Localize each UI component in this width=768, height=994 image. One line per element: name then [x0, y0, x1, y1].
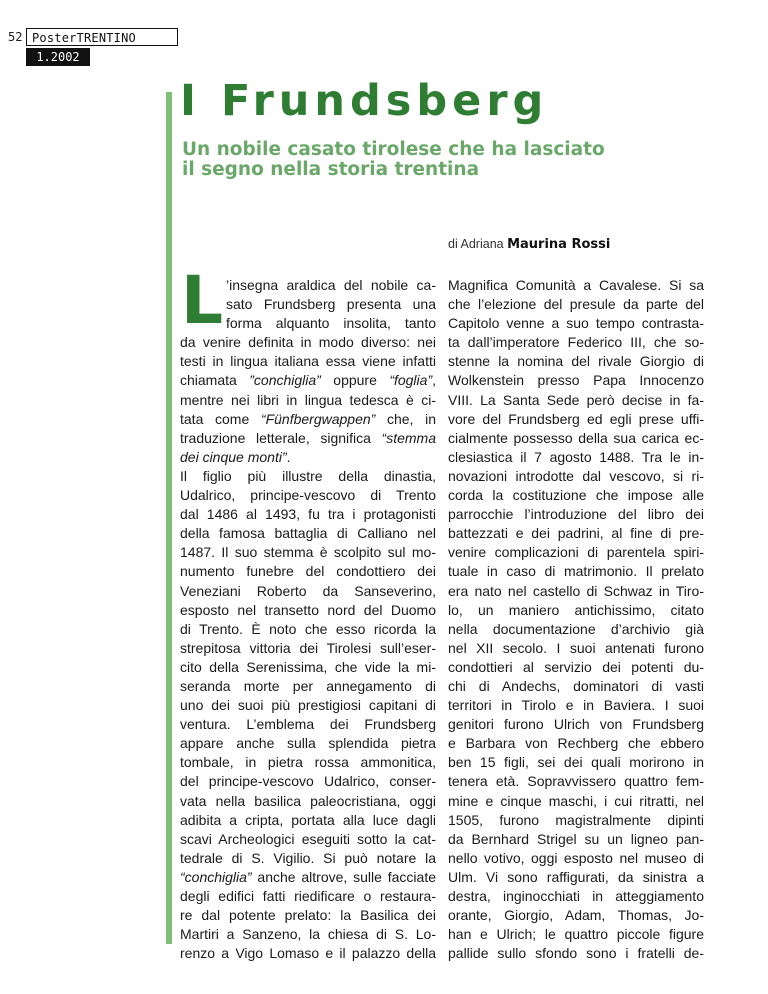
text: orante, Giorgio, Adam, Thomas, Jo-: [448, 907, 704, 924]
text-line: [180, 925, 436, 944]
text: parrocchie l’introduzione del libro dei: [448, 506, 704, 523]
text-line: [448, 448, 704, 467]
text-line: [180, 753, 436, 772]
text: sato Frundsberg presenta una: [226, 296, 436, 313]
text: condottieri al servizio dei potenti du-: [448, 658, 704, 675]
text-line: [448, 887, 704, 906]
accent-bar: [166, 92, 172, 944]
magazine-name: PosterTRENTINO: [26, 28, 178, 46]
text: VIII. La Santa Sede però decise in fa-: [448, 391, 704, 408]
text-line: [180, 448, 436, 467]
italic-text: “conchiglia”: [180, 868, 252, 885]
text-line: [180, 944, 436, 963]
text: mentre nei libri in lingua tedesca è ci-: [180, 391, 436, 408]
text-line: [180, 906, 436, 925]
text-line: [448, 352, 704, 371]
text: forma alquanto insolita, tanto: [226, 315, 436, 332]
byline-prefix: di Adriana: [448, 237, 504, 251]
text: Capitolo venne a suo tempo contrasta-: [448, 315, 704, 332]
italic-text: dei cinque monti”: [180, 448, 287, 465]
text: traduzione letterale, significa: [180, 429, 382, 446]
italic-text: “foglia”: [389, 372, 433, 389]
text-line: [180, 486, 436, 505]
text: tenera età. Sopravvissero quattro fem-: [448, 773, 704, 790]
text-line: [448, 620, 704, 639]
text: era nato nel castello di Schwaz in Tiro-: [448, 582, 704, 599]
italic-text: ”conchiglia”: [249, 372, 321, 389]
text: novazioni introdotte dal vescovo, si ri-: [448, 467, 704, 484]
text: Ulm. Vi sono raffigurati, da sinistra a: [448, 868, 704, 885]
text-line: [448, 658, 704, 677]
text-line: [448, 562, 704, 581]
text: che, in: [375, 410, 436, 427]
text: Wolkenstein presso Papa Innocenzo: [448, 372, 704, 389]
text-line: [448, 314, 704, 333]
text-line: [448, 734, 704, 753]
subtitle-line: il segno nella storia trentina: [182, 159, 480, 180]
author-name: Maurina Rossi: [507, 237, 611, 252]
text-line: [180, 295, 436, 314]
text-line: [180, 333, 436, 352]
text-line: [448, 811, 704, 830]
text-line: [180, 639, 436, 658]
text: ventura. L’emblema dei Frundsberg: [180, 716, 436, 733]
text-line: [180, 677, 436, 696]
text: da venire definita in modo diverso: nei: [180, 334, 436, 351]
text-line: [448, 543, 704, 562]
text-line: [180, 734, 436, 753]
issue-label: 1.2002: [26, 48, 90, 66]
text-line: [180, 620, 436, 639]
text: Veneziani Roberto da Sanseverino,: [180, 582, 436, 599]
text-line: [448, 371, 704, 390]
text: re dal potente prelato: la Basilica dei: [180, 907, 436, 924]
text: corda la costituzione che impose alle: [448, 487, 704, 504]
text-line: [180, 562, 436, 581]
text: tedrale di S. Vigilio. Si può notare la: [180, 849, 436, 866]
text-line: [448, 429, 704, 448]
text: lo, un maniero antichissimo, citato: [448, 601, 704, 618]
text: chiamata: [180, 372, 250, 389]
text: oppure: [320, 372, 390, 389]
text-line: [448, 715, 704, 734]
text: ta dall’imperatore Federico III, che so-: [448, 334, 704, 351]
text-line: [448, 753, 704, 772]
text: Magnifica Comunità a Cavalese. Si sa: [448, 277, 704, 293]
text: adibita a cripta, portata alla luce dagli: [180, 811, 436, 828]
text-line: [448, 677, 704, 696]
text-line: [180, 696, 436, 715]
article-title: I Frundsberg: [180, 76, 549, 126]
text: uno dei suoi più prestigiosi capitani di: [180, 697, 436, 714]
text-line: [180, 314, 436, 333]
text: mine e cinque maschi, i cui ritratti, nel: [448, 792, 704, 809]
text-line: [180, 410, 436, 429]
text-line: [448, 792, 704, 811]
text: di Trento. È noto che esso ricorda la: [180, 620, 436, 637]
text-line: [448, 486, 704, 505]
text: seranda morte per annegamento di: [180, 677, 436, 694]
text-line: [180, 849, 436, 868]
italic-text: “stemma: [381, 429, 436, 446]
text: tombale, in pietra rossa ammonitica,: [180, 754, 436, 771]
text-line: [180, 276, 436, 295]
text-line: [180, 658, 436, 677]
text: e Barbara von Rechberg che ebbero: [448, 735, 704, 752]
text: scavi Archeologici eseguiti sotto la cat-: [180, 830, 436, 847]
text: Udalrico, principe-vescovo di Trento: [180, 487, 436, 504]
text-line: [448, 276, 704, 295]
text-line: [180, 505, 436, 524]
text: Il figlio più illustre della dinastia,: [180, 467, 436, 484]
text: cito della Serenissima, che vide la mi-: [180, 658, 436, 675]
article-subtitle: [182, 140, 702, 180]
text-line: [180, 429, 436, 448]
text: del principe-vescovo Udalrico, conser-: [180, 773, 436, 790]
text-line: [448, 505, 704, 524]
text-line: [448, 601, 704, 620]
text: da Bernhard Strigel su un ligneo pan-: [448, 830, 704, 847]
text: 1505, furono magistralmente dipinti: [448, 811, 704, 828]
text-line: [448, 868, 704, 887]
text-line: [180, 601, 436, 620]
text-line: [180, 467, 436, 486]
text: ’insegna araldica del nobile ca-: [226, 277, 436, 293]
text: tata come: [180, 410, 261, 427]
text: chi di Andechs, dominatori di vasti: [448, 677, 704, 694]
text-line: [180, 582, 436, 601]
text: genitori furono Ulrich von Frundsberg: [448, 716, 704, 733]
text-line: [448, 639, 704, 658]
text-line: [448, 295, 704, 314]
text: vore del Frundsberg ed egli prese uffi-: [448, 410, 704, 427]
text: pallide sullo sfondo sono i fratelli de-: [448, 945, 704, 962]
text: nella documentazione d’archivio già: [448, 620, 704, 637]
text-line: [448, 391, 704, 410]
text: strepitosa vittoria dei Tirolesi sull’eser-: [180, 639, 436, 656]
text: appare anche sulla splendida pietra: [180, 735, 436, 752]
text: esposto nel transetto nord del Duomo: [180, 601, 436, 618]
text-line: [448, 696, 704, 715]
text: .: [286, 448, 291, 465]
text-line: [448, 582, 704, 601]
text-line: [180, 772, 436, 791]
text-line: [448, 410, 704, 429]
text: 1487. Il suo stemma è scolpito sul mo-: [180, 544, 436, 561]
byline: [448, 237, 610, 252]
text: ,: [432, 372, 436, 389]
text-line: [448, 849, 704, 868]
text: numento funebre del condottiero dei: [180, 563, 436, 580]
text-line: [180, 524, 436, 543]
text: battezzati e dei padrini, al fine di pre-: [448, 525, 704, 542]
text-line: [180, 868, 436, 887]
text-line: [448, 944, 704, 963]
text-line: [180, 792, 436, 811]
text: ben 15 figli, sei dei quali morirono in: [448, 754, 704, 771]
text-line: [180, 543, 436, 562]
text-line: [180, 352, 436, 371]
text: stenne la nomina del rivale Giorgio di: [448, 353, 704, 370]
text: testi in lingua italiana essa viene infatti: [180, 353, 436, 370]
text: nello votivo, oggi esposto nel museo di: [448, 849, 704, 866]
text-line: [180, 887, 436, 906]
drop-cap: L: [181, 262, 224, 339]
text: venire complicazioni di parentela spiri-: [448, 544, 704, 561]
text-line: [180, 371, 436, 390]
text: nel XII secolo. I suoi antenati furono: [448, 639, 704, 656]
text: territori in Tirolo e in Baviera. I suoi: [448, 697, 704, 714]
text-line: [180, 830, 436, 849]
text: degli edifici fatti riedificare o restaura-: [180, 888, 436, 904]
italic-text: “Fünfbergwappen”: [260, 410, 376, 427]
text-line: [448, 772, 704, 791]
text: che l’elezione del presule da parte del: [448, 296, 704, 313]
text: dal 1486 al 1493, fu tra i protagonisti: [180, 506, 436, 523]
text: vata nella basilica paleocristiana, oggi: [180, 792, 436, 809]
text: han e Ulrich; le quattro piccole figure: [448, 926, 704, 943]
text-line: [180, 811, 436, 830]
text-line: [448, 333, 704, 352]
text: cialmente possesso della sua carica ec-: [448, 429, 704, 446]
text: della famosa battaglia di Calliano nel: [180, 525, 436, 542]
text-line: [448, 524, 704, 543]
text-line: [448, 467, 704, 486]
text: clesiastica il 7 agosto 1488. Tra le in-: [448, 448, 704, 465]
text-line: [448, 830, 704, 849]
page-number: 52: [8, 30, 23, 44]
text: destra, inginocchiati in atteggiamento: [448, 888, 704, 904]
text: anche altrove, sulle facciate: [251, 868, 436, 885]
text: Martiri a Sanzeno, la chiesa di S. Lo-: [180, 926, 436, 943]
text-line: [180, 715, 436, 734]
subtitle-line: Un nobile casato tirolese che ha lasciato: [182, 139, 605, 160]
right-column: [448, 276, 704, 963]
text-line: [448, 925, 704, 944]
left-column: [180, 276, 436, 963]
text: renzo a Vigo Lomaso e il palazzo della: [180, 945, 436, 962]
text-line: [180, 391, 436, 410]
text-line: [448, 906, 704, 925]
text: tuale in caso di matrimonio. Il prelato: [448, 563, 704, 580]
